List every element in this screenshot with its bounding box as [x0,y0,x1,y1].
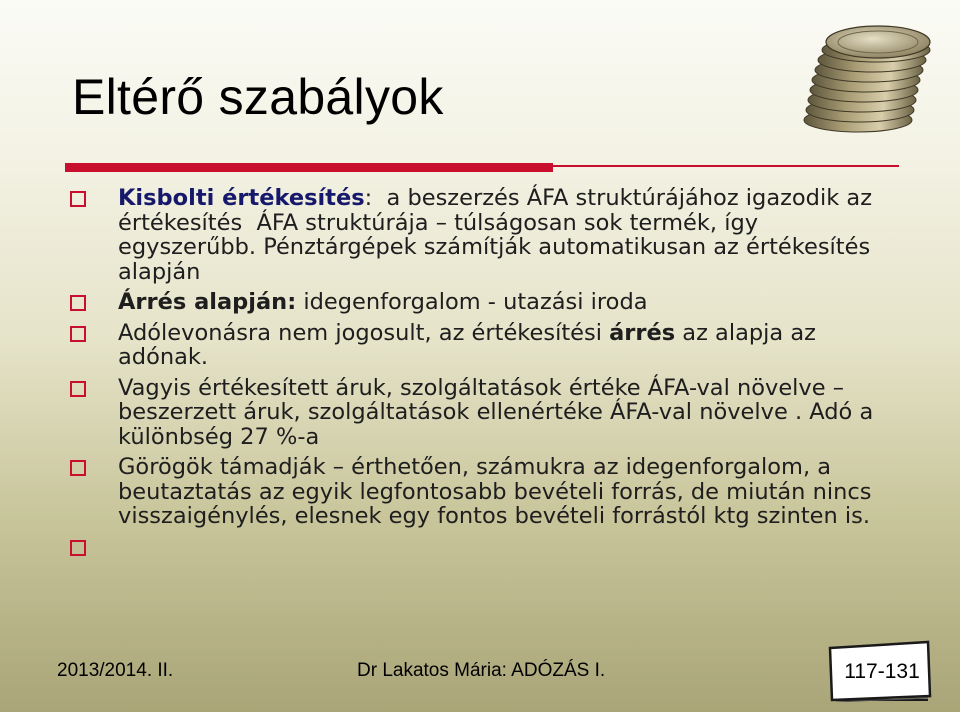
square-bullet-icon [70,381,86,397]
square-bullet-icon [70,191,86,207]
item-text: idegenforgalom - utazási iroda [296,289,648,315]
item-lead: Kisbolti értékesítés [118,185,365,211]
bullet-list [70,186,900,565]
item-text-post: az alapja az adónak. [118,319,824,370]
item-text: a beszerzés ÁFA struktúrájához igazodik az értékesítés ÁFA struktúrája – túlságosan sok termék, így egyszerűbb. Pénztárgépek számítják automatikusan az értékesítés alapján [118,185,880,285]
item-text-strong: árrés [609,319,676,346]
list-item [70,376,900,450]
square-bullet-icon [70,326,86,342]
title-underline-bar [65,163,553,172]
list-item [70,186,900,284]
page-number: 117-131 [844,660,920,683]
title-underline-line [553,165,899,167]
footer-date: 2013/2014. II. [57,660,174,681]
item-text: Görögök támadják – érthetően, számukra az idegenforgalom, a beutaztatás az egyik legfontosabb bevételi forrás, de miután nincs visszaigénylés, elesnek egy fontos bevételi forrástól ktg szinten is. [118,454,872,529]
square-bullet-icon [70,540,86,556]
item-text: Vagyis értékesített áruk, szolgáltatások értéke ÁFA-val növelve – beszerzett áruk, szolgáltatások ellenértéke ÁFA-val növelve . Adó a különbség 27 %-a [118,374,874,450]
item-text-pre: Adólevonásra nem jogosult, az értékesítési [118,319,610,346]
item-lead-suffix: : [364,185,373,211]
list-item [70,321,900,370]
item-lead: Árrés alapján: [118,289,297,315]
coin-stack-icon [796,18,936,136]
footer-author: Dr Lakatos Mária: ADÓZÁS I. [357,660,606,681]
list-item [70,455,900,529]
square-bullet-icon [70,295,86,311]
list-item-empty [70,535,900,560]
slide-title: Eltérő szabályok [72,69,444,125]
list-item [70,290,900,315]
square-bullet-icon [70,460,86,476]
